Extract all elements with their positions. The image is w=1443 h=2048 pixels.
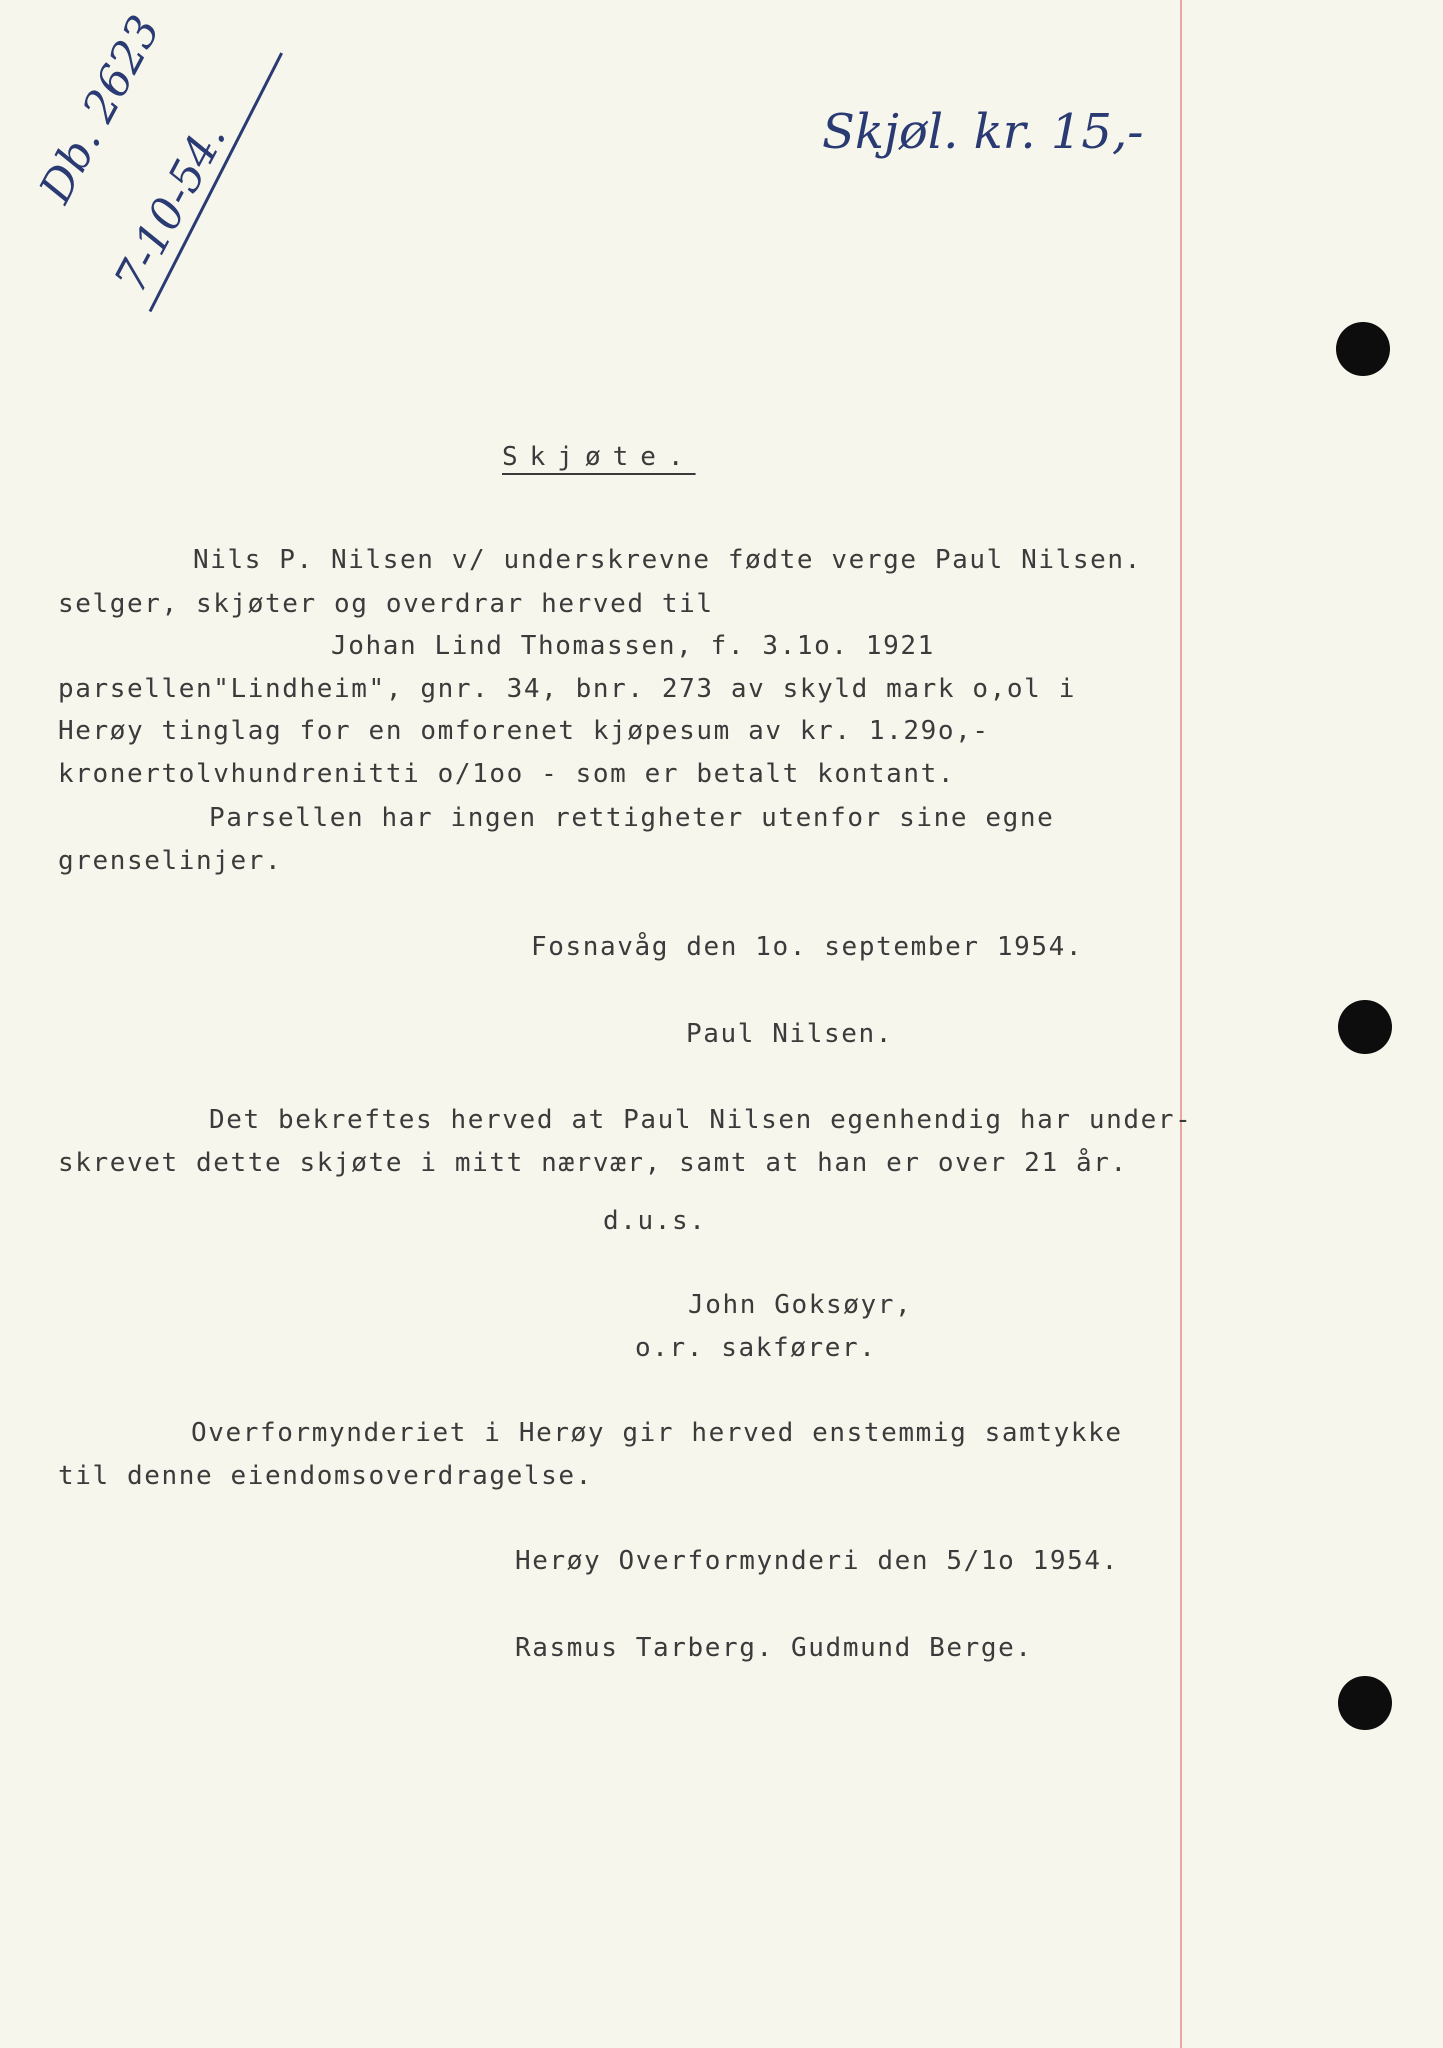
body-line-1: Nils P. Nilsen v/ underskrevne fødte verge Paul Nilsen. <box>193 545 1142 575</box>
punch-hole-bottom <box>1338 1676 1392 1730</box>
document-title: Skjøte. <box>502 442 696 472</box>
signature-paul-nilsen: Paul Nilsen. <box>686 1019 894 1049</box>
dus-mark: d.u.s. <box>603 1206 707 1236</box>
body-line-8: grenselinjer. <box>58 846 283 876</box>
punch-hole-middle <box>1338 1000 1392 1054</box>
annotation-ref-date: 7-10-54. <box>104 114 237 301</box>
consent-line-2: til denne eiendomsoverdragelse. <box>58 1461 593 1491</box>
punch-hole-top <box>1336 322 1390 376</box>
body-line-3: Johan Lind Thomassen, f. 3.1o. 1921 <box>331 631 935 661</box>
attestation-line-1: Det bekreftes herved at Paul Nilsen egenhendig har under- <box>209 1105 1193 1135</box>
consent-place-date: Herøy Overformynderi den 5/1o 1954. <box>515 1546 1119 1576</box>
annotation-ref-number: Db. 2623 <box>29 7 171 212</box>
witness-name: John Goksøyr, <box>688 1290 913 1320</box>
signatories: Rasmus Tarberg. Gudmund Berge. <box>515 1633 1033 1663</box>
margin-rule <box>1180 0 1182 2048</box>
body-line-2: selger, skjøter og overdrar herved til <box>58 589 714 619</box>
place-date: Fosnavåg den 1o. september 1954. <box>531 932 1084 962</box>
body-line-4: parsellen"Lindheim", gnr. 34, bnr. 273 av skyld mark o,ol i <box>58 674 1076 704</box>
body-line-7: Parsellen har ingen rettigheter utenfor sine egne <box>209 803 1055 833</box>
body-line-5: Herøy tinglag for en omforenet kjøpesum av kr. 1.29o,- <box>58 716 990 746</box>
annotation-fee: Skjøl. kr. 15,- <box>822 104 1144 160</box>
attestation-line-2: skrevet dette skjøte i mitt nærvær, samt at han er over 21 år. <box>58 1148 1128 1178</box>
witness-title: o.r. sakfører. <box>635 1333 877 1363</box>
body-line-6: kronertolvhundrenitti o/1oo - som er betalt kontant. <box>58 759 956 789</box>
consent-line-1: Overformynderiet i Herøy gir herved enstemmig samtykke <box>191 1418 1123 1448</box>
